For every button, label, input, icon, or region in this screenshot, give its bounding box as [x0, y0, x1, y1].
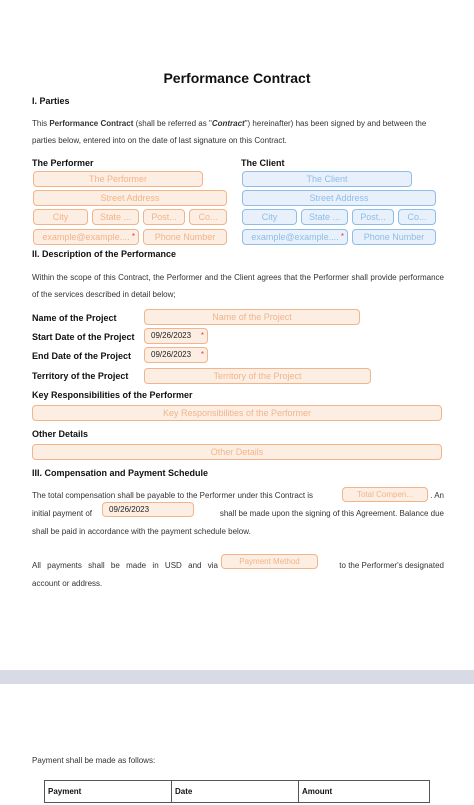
end-date-label: End Date of the Project — [32, 351, 132, 361]
client-country-input[interactable]: Co... — [398, 209, 436, 225]
territory-label: Territory of the Project — [32, 371, 129, 381]
end-date-input[interactable]: 09/26/2023 * — [144, 347, 208, 363]
compensation-heading: III. Compensation and Payment Schedule — [32, 468, 209, 478]
compensation-line1-end: . An — [430, 491, 444, 500]
project-name-label: Name of the Project — [32, 313, 117, 323]
compensation-line2-end: shall be made upon the signing of this Agreement. Balance due — [219, 509, 444, 518]
client-name-input[interactable]: The Client — [242, 171, 412, 187]
performer-country-input[interactable]: Co... — [189, 209, 227, 225]
client-state-input[interactable]: State ... — [301, 209, 348, 225]
start-date-label: Start Date of the Project — [32, 332, 135, 342]
client-email-input[interactable]: example@example.... * — [242, 229, 348, 245]
compensation-line2: initial payment of — [32, 509, 93, 518]
client-city-input[interactable]: City — [242, 209, 297, 225]
required-mark: * — [340, 232, 344, 241]
column-amount: Amount — [299, 781, 430, 803]
required-mark: * — [131, 232, 135, 241]
page-title: Performance Contract — [163, 70, 311, 86]
performer-phone-input[interactable]: Phone Number — [143, 229, 227, 245]
payment-schedule-table — [44, 780, 430, 803]
parties-intro: This Performance Contract (shall be referred as "Contract") hereinafter) has been signed by and between the parties below, entered into on the date of last signature on this Contract. — [32, 119, 427, 145]
description-intro: Within the scope of this Contract, the Performer and the Client agrees that the Performer shall provide performance of the services described in detail below; — [32, 273, 444, 299]
performer-name-input[interactable]: The Performer — [33, 171, 203, 187]
table-header-row — [45, 781, 430, 803]
start-date-input[interactable]: 09/26/2023 * — [144, 328, 208, 344]
client-phone-input[interactable]: Phone Number — [352, 229, 436, 245]
total-compensation-input[interactable]: Total Compen... — [342, 487, 428, 502]
payment-method-input[interactable]: Payment Method — [221, 554, 318, 569]
performer-postal-input[interactable]: Post... — [143, 209, 185, 225]
parties-heading: I. Parties — [32, 96, 70, 106]
payment-method-line2: account or address. — [32, 579, 103, 588]
required-mark: * — [200, 331, 204, 340]
payment-method-line: All payments shall be made in USD and via — [32, 561, 218, 570]
required-mark: * — [200, 350, 204, 359]
performer-email-input[interactable]: example@example.... * — [33, 229, 139, 245]
description-heading: II. Description of the Performance — [32, 249, 177, 259]
performer-city-input[interactable]: City — [33, 209, 88, 225]
other-details-input[interactable]: Other Details — [32, 444, 442, 460]
column-date: Date — [172, 781, 299, 803]
performer-state-input[interactable]: State ... — [92, 209, 139, 225]
schedule-intro: Payment shall be made as follows: — [32, 756, 156, 765]
performer-street-input[interactable]: Street Address — [33, 190, 227, 206]
client-postal-input[interactable]: Post... — [352, 209, 394, 225]
payment-method-line-end: to the Performer's designated — [339, 561, 444, 570]
other-details-label: Other Details — [32, 429, 89, 439]
responsibilities-label: Key Responsibilities of the Performer — [32, 390, 193, 400]
compensation-line3: shall be paid in accordance with the payment schedule below. — [32, 527, 251, 536]
compensation-line1: The total compensation shall be payable to the Performer under this Contract is — [32, 491, 314, 500]
client-street-input[interactable]: Street Address — [242, 190, 436, 206]
column-payment: Payment — [45, 781, 172, 803]
responsibilities-input[interactable]: Key Responsibilities of the Performer — [32, 405, 442, 421]
page-break — [0, 670, 474, 684]
client-label: The Client — [241, 158, 285, 168]
project-name-input[interactable]: Name of the Project — [144, 309, 360, 325]
territory-input[interactable]: Territory of the Project — [144, 368, 371, 384]
initial-payment-input[interactable]: 09/26/2023 — [102, 502, 194, 517]
performer-label: The Performer — [32, 158, 94, 168]
